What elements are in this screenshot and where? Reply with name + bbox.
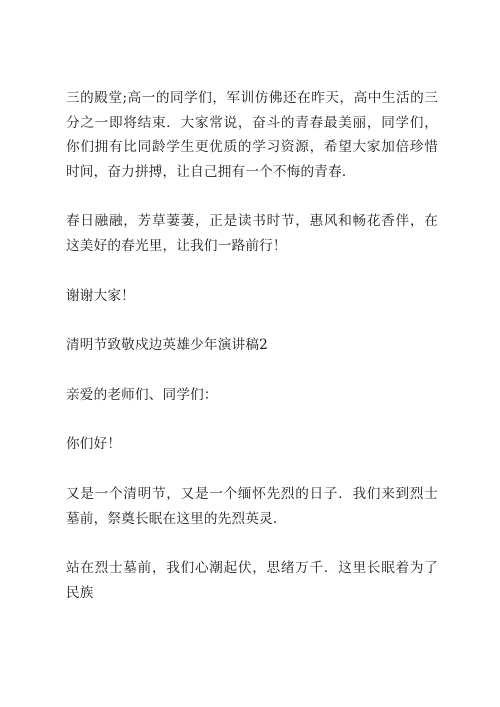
paragraph-martyrs-tomb: 站在烈士墓前，我们心潮起伏，思绪万千．这里长眠着为了民族 xyxy=(66,560,438,601)
greeting: 你们好！ xyxy=(66,436,122,453)
document-body xyxy=(66,86,438,630)
paragraph-thanks: 谢谢大家！ xyxy=(66,287,135,304)
speech-title: 清明节致敬戍边英雄少年演讲稿2 xyxy=(66,337,268,354)
paragraph-spring-wishes: 春日融融，芳草萋萋，正是读书时节，惠风和畅花香伴，在这美好的春光里，让我们一路前行！ xyxy=(66,213,438,254)
paragraph-qingming-intro: 又是一个清明节，又是一个缅怀先烈的日子．我们来到烈士墓前，祭奠长眠在这里的先烈英灵． xyxy=(66,485,438,527)
salutation: 亲爱的老师们、同学们： xyxy=(66,386,218,403)
paragraph-closing-message: 三的殿堂;高一的同学们，军训仿佛还在昨天，高中生活的三分之一即将结束．大家常说，奋斗的青春最美丽，同学们，你们拥有比同龄学生更优质的学习资源，希望大家加倍珍惜时间，奋力拼搏，让自己拥有一个不悔的青春． xyxy=(66,90,438,180)
